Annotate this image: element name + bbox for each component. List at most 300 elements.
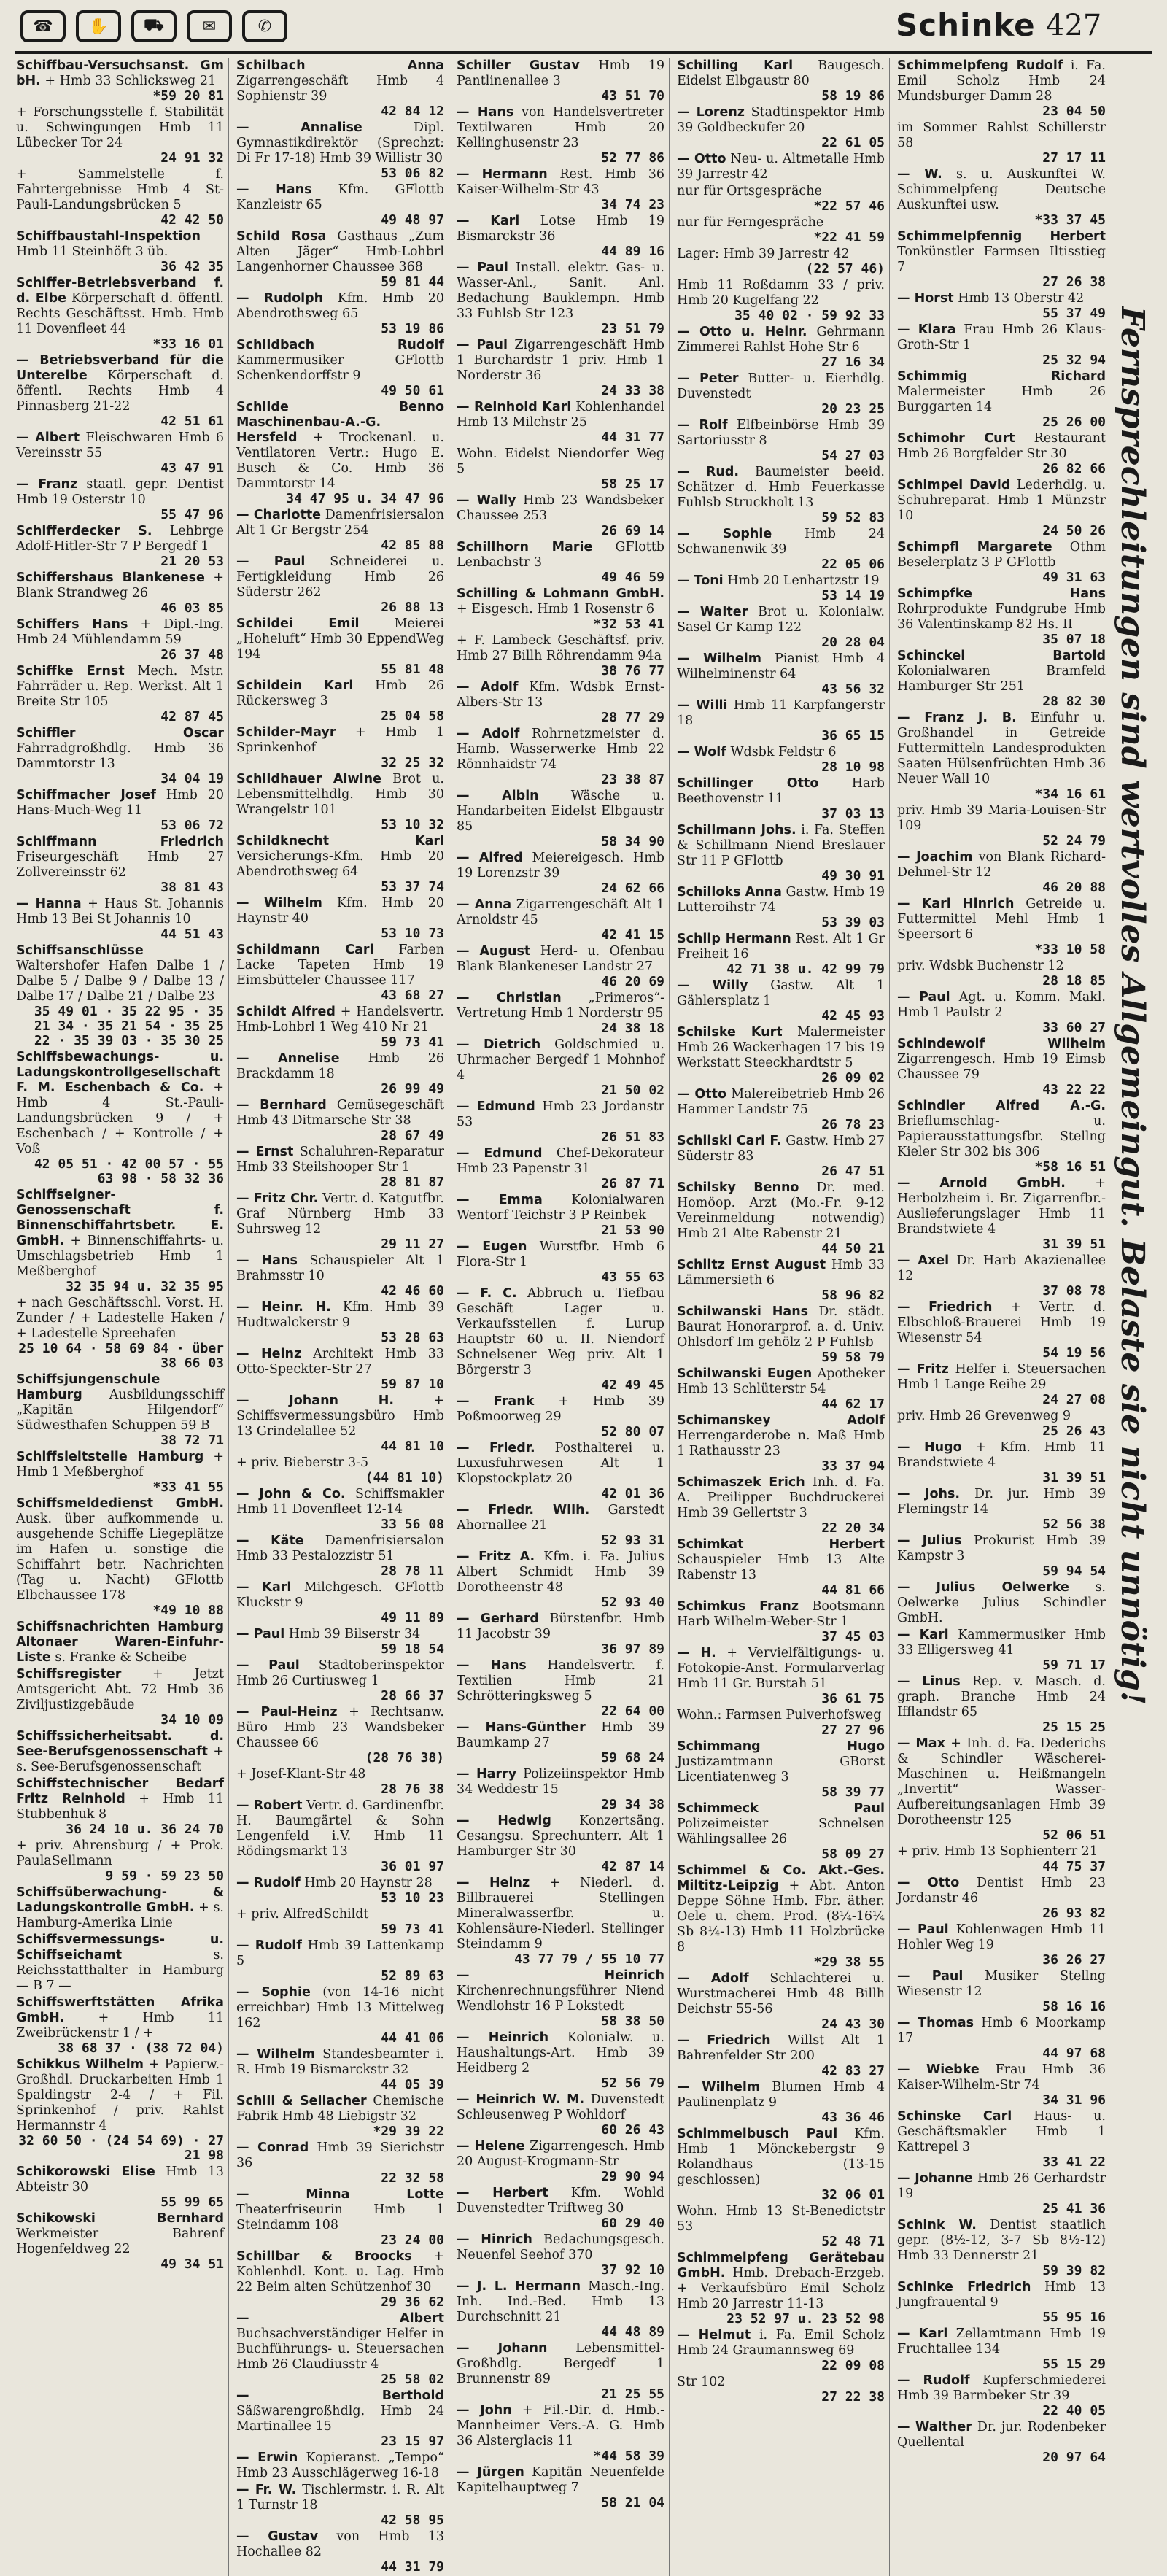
- phone-number: 27 27 96: [821, 1722, 885, 1738]
- directory-entry: [236, 1098, 444, 1143]
- directory-entry: [16, 1620, 224, 1666]
- directory-entry: [457, 1503, 664, 1548]
- entry-text: Wohn. Eidelst Niendorfer Weg 5: [457, 446, 664, 476]
- phone-number: 59 94 54: [1042, 1563, 1106, 1579]
- phone-number: 28 77 29: [601, 710, 664, 725]
- entry-text: Kopieranst. „Tempo“ Hmb 23 Ausschlägerweg 16-18: [236, 2451, 444, 2480]
- entry-text: + nach Geschäftsschl. Vorst. H. Zunder / + Ladestelle Haken / + Ladestelle Spreehafen: [16, 1296, 224, 1341]
- entry-text: Kfm. Hmb 1 Mönckebergstr 9 Rolandhaus (13-15 geschlossen): [677, 2127, 885, 2187]
- entry-name: — Heinz: [457, 1876, 530, 1890]
- directory-entry: [457, 1441, 664, 1501]
- phone-number: 36 42 35: [160, 259, 224, 274]
- entry-text: Konzertsäng. Gesangsu. Sprechunterr. Alt 1 Hamburger Str 30: [457, 1814, 664, 1859]
- phone-number: 36 01 97: [381, 1859, 444, 1874]
- entry-text: Meierei „Hoheluft“ Hmb 30 EppendWeg 194: [236, 616, 444, 662]
- entry-name: — Paul: [457, 260, 508, 275]
- phone-number: 42 41 15: [601, 927, 664, 943]
- phone-number: 23 51 79: [601, 321, 664, 336]
- entry-text: Harb Beethovenstr 11: [677, 776, 885, 806]
- phone-number: *33 41 55: [152, 1480, 224, 1495]
- phone-number: 42 01 36: [601, 1486, 664, 1501]
- directory-entry: [16, 1838, 224, 1884]
- entry-text: Rest. Alt 1 Gr Freiheit 16: [677, 932, 885, 962]
- phone-number: 53 37 74: [381, 879, 444, 894]
- directory-entry: [677, 527, 885, 572]
- directory-entry: [236, 1455, 444, 1485]
- entry-text: priv. Hmb 39 Maria-Louisen-Str 109: [897, 803, 1106, 833]
- phone-number: *29 39 22: [373, 2124, 444, 2139]
- entry-text: Gastw. Alt 1 Gählersplatz 1: [677, 978, 885, 1008]
- phone-number: 42 45 93: [821, 1008, 885, 1024]
- entry-text: Kammermusiker Hmb 33 Elligersweg 41: [897, 1628, 1106, 1658]
- entry-name: — Hans-Günther: [457, 1720, 586, 1735]
- phone-number: 35 40 02 · 59 92 33: [734, 308, 885, 323]
- entry-name: Schimmel & Co. Akt.-Ges. Miltitz-Leipzig: [677, 1863, 885, 1893]
- directory-entry: [897, 803, 1106, 848]
- entry-text: Hmb 11 Steinhöft 3 üb.: [16, 244, 168, 259]
- entry-name: Schiller Gustav: [457, 58, 580, 73]
- directory-entry: [897, 1409, 1106, 1439]
- hand-icon: ✋: [76, 10, 121, 42]
- entry-text: Theaterfriseurin Hmb 1 Steindamm 108: [236, 2202, 444, 2232]
- entry-name: — Hans: [236, 182, 312, 197]
- directory-entry: [457, 1767, 664, 1812]
- directory-entry: [16, 1050, 224, 1186]
- entry-name: — Sophie: [677, 527, 772, 541]
- entry-text: Meiereigesch. Hmb 19 Lorenzstr 39: [457, 851, 664, 881]
- entry-name: Schill & Seilacher: [236, 2094, 367, 2108]
- directory-entry: [897, 1300, 1106, 1361]
- phone-number: 44 50 21: [821, 1241, 885, 1256]
- entry-text: + Schiffsvermessungsbüro Hmb 13 Grindelallee 52: [236, 1393, 444, 1439]
- directory-entry: [897, 291, 1106, 321]
- directory-entry: [677, 2204, 885, 2249]
- entry-text: Wohn.: Farmsen Pulverhofsweg: [677, 1708, 882, 1722]
- directory-entry: [457, 1193, 664, 1238]
- directory-entry: [897, 1922, 1106, 1968]
- entry-text: staatl. gepr. Dentist Hmb 19 Osterstr 10: [16, 477, 224, 507]
- entry-text: Rohrprodukte Fundgrube Hmb 36 Valentinskamp 82 Hs. II: [897, 602, 1106, 632]
- entry-text: Dipl. Gymnastikdirektör (Sprechzt: Di Fr 17-18) Hmb 39 Willistr 30: [236, 120, 444, 166]
- entry-name: Schimmelpfennig Herbert: [897, 229, 1106, 244]
- directory-entry: [457, 2232, 664, 2278]
- directory-entry: [236, 1051, 444, 1096]
- entry-text: Stadtinspektor Hmb 39 Goldbeckufer 20: [677, 105, 885, 135]
- entry-name: — Friedrich: [677, 2033, 771, 2048]
- entry-text: Brieflumschlag- u. Papierausstattungsfbr. Stellng Kieler Str 302 bis 306: [897, 1114, 1106, 1159]
- entry-text: Prokurist Hmb 39 Kampstr 3: [897, 1533, 1106, 1563]
- directory-entry: [16, 58, 224, 104]
- entry-text: + Haus St. Johannis Hmb 13 Bei St Johannis 10: [16, 897, 224, 927]
- entry-name: — Edmund: [457, 1146, 543, 1161]
- phone-number: 24 62 66: [601, 881, 664, 896]
- directory-entry: [236, 1253, 444, 1299]
- directory-entry: [897, 167, 1106, 228]
- phone-number: 28 82 30: [1042, 694, 1106, 709]
- entry-name: — Rudolf: [236, 1876, 301, 1890]
- entry-text: Polizeiinspektor Hmb 34 Weddestr 15: [457, 1767, 664, 1797]
- entry-text: Säßwarengroßhdlg. Hmb 24 Martinallee 15: [236, 2404, 444, 2434]
- entry-text: Helfer i. Steuersachen Hmb 1 Lange Reihe 29: [897, 1362, 1106, 1392]
- entry-text: Kolonialw. u. Haushaltungs-Art. Hmb 39 Heidberg 2: [457, 2030, 664, 2076]
- phone-number: 24 91 32: [160, 150, 224, 166]
- entry-text: Haus- u. Geschäftsmakler Hmb 1 Kattrepel 3: [897, 2109, 1106, 2154]
- entry-text: Polizeimeister Schnelsen Wählingsallee 26: [677, 1817, 885, 1846]
- entry-text: Gastw. Hmb 27 Süderstr 83: [677, 1134, 885, 1164]
- phone-number: 42 71 38 u. 42 99 79: [726, 962, 885, 977]
- phone-number: 37 08 78: [1042, 1283, 1106, 1299]
- directory-entry: [457, 1239, 664, 1285]
- directory-entry: [236, 616, 444, 677]
- directory-entry: [457, 851, 664, 896]
- phone-number: 49 46 59: [601, 570, 664, 585]
- phone-number: 43 56 32: [821, 681, 885, 697]
- entry-text: Hmb 39 Lattenkamp 5: [236, 1938, 444, 1968]
- entry-text: Dentist Hmb 23 Jordanstr 46: [897, 1876, 1106, 1906]
- entry-text: + Josef-Klant-Str 48: [236, 1767, 366, 1782]
- entry-name: Schillhorn Marie: [457, 540, 593, 554]
- column-2: [236, 58, 449, 2576]
- phone-number: 44 31 77: [601, 430, 664, 445]
- entry-text: Hmb 24 Schwanenwik 39: [677, 527, 885, 557]
- entry-name: — August: [457, 944, 531, 959]
- entry-text: Schauspieler Hmb 13 Alte Rabenstr 13: [677, 1552, 885, 1582]
- entry-text: Kolonialwaren Bramfeld Hamburger Str 251: [897, 664, 1106, 694]
- entry-text: Rep. v. Masch. d. graph. Branche Hmb 24 Ifflandstr 65: [897, 1674, 1106, 1720]
- entry-name: Schiffbaustahl-Inspektion: [16, 229, 201, 244]
- entry-name: Schinske Carl: [897, 2109, 1012, 2124]
- directory-entry: [677, 932, 885, 977]
- phone-number: 53 19 86: [381, 321, 444, 336]
- entry-name: Schimmig Richard: [897, 369, 1106, 384]
- entry-name: — Heinr. H.: [236, 1300, 331, 1315]
- entry-name: — Otto u. Heinr.: [677, 325, 807, 339]
- phone-number: 52 89 63: [381, 1968, 444, 1984]
- phone-number: 28 67 49: [381, 1128, 444, 1143]
- entry-name: Schilske Kurt: [677, 1025, 783, 1040]
- entry-text: Malermeister Hmb 26 Burggarten 14: [897, 384, 1106, 414]
- phone-number: 33 56 08: [381, 1517, 444, 1532]
- phone-number: 53 06 72: [160, 818, 224, 833]
- entry-text: priv. Wdsbk Buchenstr 12: [897, 959, 1064, 973]
- phone-number: 21 25 55: [601, 2386, 664, 2402]
- directory-entry: [677, 371, 885, 417]
- car-icon: ⛟: [131, 10, 177, 42]
- directory-entry: [16, 1188, 224, 1294]
- directory-entry: [16, 353, 224, 429]
- page-title: Schinke: [896, 7, 1036, 43]
- entry-name: — Johs.: [897, 1487, 961, 1501]
- phone-number: 43 51 70: [601, 88, 664, 104]
- entry-text: Str 102: [677, 2375, 726, 2389]
- entry-name: Schimmelbusch Paul: [677, 2127, 838, 2141]
- phone-number: 28 78 11: [381, 1563, 444, 1579]
- directory-entry: [16, 105, 224, 166]
- directory-entry: [897, 1533, 1106, 1579]
- phone-icon: ☎: [20, 10, 66, 42]
- entry-text: priv. Hmb 26 Grevenweg 9: [897, 1409, 1071, 1423]
- phone-number: 44 31 79: [381, 2559, 444, 2575]
- phone-number: 44 75 37: [1042, 1859, 1106, 1874]
- entry-text: Hmb 23 Wandsbeker Chaussee 253: [457, 493, 664, 523]
- entry-text: Zigarrengeschäft Hmb 1 Burchardstr 1 priv. Hmb 1 Norderstr 36: [457, 338, 664, 383]
- directory-entry: [677, 978, 885, 1024]
- directory-entry: [677, 465, 885, 525]
- directory-entry: [677, 215, 885, 245]
- entry-name: — Reinhold Karl: [457, 400, 572, 414]
- entry-name: — Paul: [236, 1658, 300, 1673]
- entry-text: Bürstenfbr. Hmb 11 Jacobstr 39: [457, 1612, 664, 1641]
- directory-entry: [457, 1814, 664, 1874]
- header-icons: [20, 10, 287, 42]
- phone-number: 20 97 64: [1042, 2450, 1106, 2465]
- directory-entry: [457, 680, 664, 725]
- entry-text: Bootsmann Harb Wilhelm-Weber-Str 1: [677, 1599, 885, 1629]
- entry-text: + Forschungsstelle f. Stabilität u. Schwingungen Hmb 11 Lübecker Tor 24: [16, 105, 224, 150]
- directory-entry: [897, 478, 1106, 538]
- phone-number: 28 66 37: [381, 1688, 444, 1703]
- phone-number: 26 78 23: [821, 1117, 885, 1132]
- phone-number: 22 64 00: [601, 1703, 664, 1719]
- directory-entry: [236, 943, 444, 1003]
- entry-name: — Fritz A.: [457, 1550, 535, 1564]
- directory-entry: [16, 2211, 224, 2272]
- phone-number: 43 68 27: [381, 988, 444, 1003]
- phone-number: 26 87 71: [601, 1176, 664, 1191]
- phone-number: *33 10 58: [1034, 942, 1106, 957]
- directory-entry: [897, 587, 1106, 647]
- entry-text: Hmb 20 Lenhartzstr 19: [727, 573, 880, 588]
- directory-entry: [236, 2140, 444, 2186]
- directory-entry: [236, 678, 444, 724]
- entry-text: + Hmb 39 Poßmoorweg 29: [457, 1394, 664, 1424]
- entry-name: — Albert: [236, 2311, 444, 2326]
- directory-entry: [16, 726, 224, 786]
- entry-text: Damenfrisiersalon Hmb 33 Pestalozzistr 51: [236, 1533, 444, 1563]
- directory-entry: [897, 1844, 1106, 1874]
- directory-entry: [236, 58, 444, 119]
- directory-entry: [236, 1393, 444, 1454]
- entry-text: Lebensmittel-Großhdlg. Bergedf 1 Brunnenstr 89: [457, 2341, 664, 2386]
- directory-entry: [677, 1475, 885, 1536]
- directory-entry: [16, 1296, 224, 1371]
- entry-text: Goldschmied u. Uhrmacher Bergedf 1 Mohnhof 4: [457, 1037, 664, 1083]
- entry-name: — Karl: [457, 214, 520, 228]
- entry-name: Schindewolf Wilhelm: [897, 1037, 1106, 1051]
- directory-entry: [236, 834, 444, 894]
- entry-name: — W.: [897, 167, 942, 182]
- entry-name: — Robert: [236, 1798, 303, 1813]
- phone-number: 29 36 62: [381, 2294, 444, 2310]
- column-4: [677, 58, 890, 2576]
- phone-number: 28 76 38: [381, 1782, 444, 1797]
- directory-entry: [236, 1627, 444, 1657]
- entry-text: i. Fa. Emil Scholz Hmb 24 Graumannsweg 69: [677, 2328, 885, 2358]
- directory-entry: [16, 1885, 224, 1931]
- phone-number: 53 39 03: [821, 915, 885, 930]
- entry-name: Schimohr Curt: [897, 431, 1015, 446]
- entry-name: — Paul: [457, 338, 508, 352]
- phone-number: 31 39 51: [1042, 1237, 1106, 1252]
- directory-entry: [457, 1286, 664, 1393]
- entry-name: Schiffke Ernst: [16, 664, 125, 678]
- entry-name: — Paul: [897, 1922, 949, 1937]
- phone-number: 38 72 71: [160, 1433, 224, 1448]
- directory-entry: [457, 260, 664, 336]
- directory-entry: [16, 2057, 224, 2163]
- entry-text: + Binnenschiffahrts- u. Umschlagsbetrieb Hmb 1 Meßberghof: [16, 1234, 224, 1279]
- entry-name: Schiffssicherheitsabt. d. See-Berufsgenossenschaft: [16, 1729, 224, 1759]
- entry-name: — Hermann: [457, 167, 548, 182]
- entry-text: + Niederl. d. Billbrauerei Stellingen Mineralwasserfbr. u. Kohlensäure-Niederl. Stellinger Steindamm 9: [457, 1876, 665, 1952]
- phone-number: 52 80 07: [601, 1424, 664, 1439]
- entry-text: Frau Hmb 26 Klaus-Groth-Str 1: [897, 322, 1106, 352]
- directory-entry: [677, 325, 885, 370]
- entry-text: s. Reichsstatthalter in Hamburg — B 7 —: [16, 1948, 224, 1993]
- phone-number: 36 26 27: [1042, 1952, 1106, 1968]
- phone-number: 52 24 79: [1042, 833, 1106, 848]
- entry-name: — Axel: [897, 1253, 950, 1268]
- entry-text: Herrengarderobe n. Maß Hmb 1 Rathausstr 23: [677, 1428, 885, 1458]
- phone-number: 28 10 98: [821, 759, 885, 775]
- phone-number: 43 47 91: [160, 460, 224, 476]
- entry-text: Kupferschmiederei Hmb 39 Barmbeker Str 39: [897, 2373, 1106, 2403]
- directory-entry: [16, 430, 224, 476]
- directory-entry: [677, 1599, 885, 1644]
- phone-number: *58 16 51: [1034, 1159, 1106, 1175]
- phone-number: 24 50 26: [1042, 523, 1106, 538]
- entry-text: Willst Alt 1 Bahrenfelder Str 200: [677, 2033, 885, 2063]
- phone-number: 44 62 17: [821, 1396, 885, 1412]
- directory-entry: [236, 896, 444, 941]
- directory-entry: [457, 58, 664, 104]
- entry-text: + Hmb 1 Meßberghof: [16, 1450, 224, 1480]
- entry-name: — John: [457, 2403, 512, 2418]
- entry-text: + s. See-Berufsgenossenschaft: [16, 1744, 224, 1774]
- entry-text: + s. Hamburg-Amerika Linie: [16, 1900, 224, 1930]
- phone-number: 55 37 49: [1042, 306, 1106, 321]
- entry-text: Brot u. Kolonialw. Sasel Gr Kamp 122: [677, 605, 885, 635]
- entry-name: Schilbach Anna: [236, 58, 444, 73]
- phone-number: 21 53 90: [601, 1223, 664, 1238]
- entry-name: — Paul: [897, 1969, 964, 1984]
- directory-entry: [677, 1863, 885, 1970]
- phone-number: 32 60 50 · (24 54 69) · 27 21 98: [18, 2133, 224, 2163]
- entry-text: + Inh. d. Fa. Dederichs & Schindler Wäscherei-Maschinen u. Heißmangeln „Invertit“ Wasser-Aufbereitungsanlagen Hmb 39 Dorotheenstr 125: [897, 1736, 1106, 1827]
- entry-text: Zigarrengesch. Hmb 19 Eimsb Chaussee 79: [897, 1052, 1106, 1082]
- phone-number: 52 48 71: [821, 2234, 885, 2249]
- directory-entry: [677, 1087, 885, 1132]
- entry-text: Wohn. Hmb 13 St-Benedictstr 53: [677, 2204, 885, 2234]
- entry-name: — Hans: [457, 1658, 527, 1673]
- entry-name: Schiffer-Betriebsverband f. d. Elbe: [16, 276, 224, 306]
- entry-text: Restaurant Hmb 26 Borgfelder Str 30: [897, 431, 1106, 461]
- entry-name: — Rolf: [677, 418, 728, 433]
- directory-entry: [677, 1739, 885, 1800]
- phone-number: 58 09 27: [821, 1846, 885, 1862]
- entry-name: Schimkat Herbert: [677, 1537, 885, 1552]
- entry-text: Justizamtmann GBorst Licentiatenweg 3: [677, 1755, 885, 1784]
- entry-name: Schikorowski Elise: [16, 2165, 155, 2179]
- entry-name: Schimpfke Hans: [897, 587, 1106, 601]
- entry-text: Inh. d. Fa. A. Preilipper Buchdruckerei Hmb 39 Gellertstr 3: [677, 1475, 885, 1520]
- entry-name: — Fritz Chr.: [236, 1191, 319, 1206]
- phone-number: 38 76 77: [601, 663, 664, 678]
- phone-number: 42 49 45: [601, 1377, 664, 1393]
- phone-number: 22 61 05: [821, 135, 885, 150]
- entry-name: — Karl: [897, 2326, 948, 2341]
- phone-number: 59 73 41: [381, 1922, 444, 1937]
- directory-entry: [16, 229, 224, 274]
- entry-text: Frau Hmb 36 Kaiser-Wilhelm-Str 74: [897, 2062, 1106, 2092]
- directory-entry: [457, 167, 664, 212]
- entry-name: Schiffers Hans: [16, 617, 128, 632]
- directory-entry: [457, 1658, 664, 1719]
- entry-text: Vertr. d. Katgutfbr. Graf Nürnberg Hmb 33 Suhrsweg 12: [236, 1191, 444, 1237]
- phone-number: 26 51 83: [601, 1129, 664, 1145]
- phone-number: 53 06 82: [381, 166, 444, 181]
- entry-text: + Kohlenhdl. Kont. u. Lag. Hmb 22 Beim alten Schützenhof 30: [236, 2249, 444, 2294]
- directory-entry: [16, 1776, 224, 1837]
- phone-number: 36 24 10 u. 36 24 70: [66, 1822, 224, 1837]
- entry-name: Schiffstechnischer Bedarf Fritz Reinhold: [16, 1776, 224, 1806]
- entry-name: — Heinrich: [457, 2030, 549, 2045]
- entry-name: — John & Co.: [236, 1487, 346, 1501]
- entry-name: — H.: [677, 1646, 716, 1660]
- phone-number: *29 38 55: [813, 1954, 885, 1970]
- entry-name: — Willy: [677, 978, 748, 993]
- entry-text: Chemische Fabrik Hmb 48 Liebigstr 32: [236, 2094, 444, 2124]
- directory-entry: [236, 120, 444, 181]
- directory-entry: [457, 214, 664, 259]
- phone-number: 59 68 24: [601, 1750, 664, 1765]
- entry-text: nur für Ortsgespräche: [677, 184, 822, 198]
- entry-text: + priv. Ahrensburg / + Prok. PaulaSellmann: [16, 1838, 224, 1868]
- directory-entry: [16, 835, 224, 895]
- directory-entry: [457, 493, 664, 538]
- phone-number: 26 93 82: [1042, 1906, 1106, 1921]
- phone-number: 26 37 48: [160, 647, 224, 662]
- directory-entry: [16, 524, 224, 569]
- directory-entry: [677, 2375, 885, 2405]
- entry-text: Install. elektr. Gas- u. Wasser-Anl., Sanit. Anl. Bedachung Bauklempn. Hmb 33 Fuhlsb Str 123: [457, 260, 664, 321]
- entry-name: — Hugo: [897, 1440, 962, 1455]
- entry-name: — J. L. Hermann: [457, 2279, 581, 2294]
- directory-entry: [677, 605, 885, 650]
- phone-number: 32 35 94 u. 32 35 95: [66, 1279, 224, 1294]
- phone-number: 27 17 11: [1042, 150, 1106, 166]
- phone-number: 34 31 96: [1042, 2092, 1106, 2108]
- entry-text: Milchgesch. GFlottb Kluckstr 9: [236, 1580, 444, 1610]
- entry-text: + Papierw.-Großhdl. Druckarbeiten Hmb 1 Spaldingstr 2-4 / + Fil. Sprinkenhof / priv. Rahlst Hermannstr 4: [16, 2057, 224, 2133]
- entry-text: Lager: Hmb 39 Jarrestr 42: [677, 247, 850, 261]
- phone-number: (44 81 10): [365, 1470, 444, 1485]
- entry-name: — Johann: [457, 2341, 548, 2356]
- entry-text: Herd- u. Ofenbau Blank Blankeneser Landstr 27: [457, 944, 664, 974]
- directory-entry: [236, 2047, 444, 2092]
- entry-name: — Rudolph: [236, 291, 324, 306]
- entry-name: Schilder-Mayr: [236, 725, 336, 740]
- phone-number: 36 61 75: [821, 1691, 885, 1706]
- entry-text: Blumen Hmb 4 Paulinenplatz 9: [677, 2080, 885, 2110]
- entry-text: Schauspieler Alt 1 Brahmsstr 10: [236, 1253, 444, 1283]
- directory-entry: [236, 1145, 444, 1190]
- phone-number: 23 52 97 u. 23 52 98: [726, 2311, 885, 2326]
- entry-name: Schiffsanschlüsse: [16, 943, 144, 958]
- entry-text: Wdsbk Feldstr 6: [730, 745, 837, 759]
- entry-text: + priv. AlfredSchildt: [236, 1907, 369, 1922]
- entry-name: — Conrad: [236, 2140, 309, 2155]
